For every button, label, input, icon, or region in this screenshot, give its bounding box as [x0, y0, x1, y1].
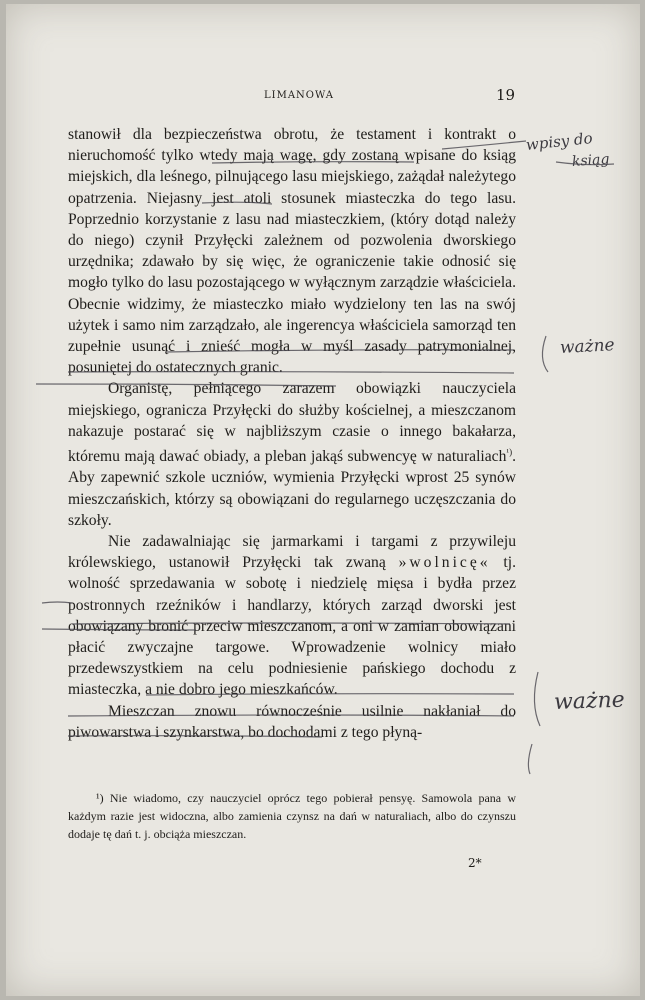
handwritten-note-top-2: ksiąg: [571, 151, 610, 170]
handwritten-note-bottom: ważne: [553, 687, 626, 715]
book-page: [6, 4, 640, 996]
signature-mark: 2*: [468, 856, 482, 870]
paragraph-4: Mieszczan znowu równocześnie usilnie nakłaniał do piwowarstwa i szynkarstwa, bo dochodami z tego płyną-: [68, 702, 516, 741]
body-text: [68, 124, 516, 743]
paragraph-2: [68, 378, 516, 531]
handwritten-note-top-1: wpisy do: [525, 129, 594, 154]
paragraph-1: stanowił dla bezpieczeństwa obrotu, że testament i kontrakt o nieruchomość tylko wtedy mają wagę, gdy zostaną wpisane do ksiąg miejskich, dla leśnego, pilnującego lasu miejskiego, zażądał należytego opatrzenia. Niejasny jest atoli stosunek miasteczka do tego lasu. Poprzednio korzystanie z lasu nad miasteczkiem, (który dotąd należy do niego) czynił Przyłęcki zależnem od pozwolenia dworskiego urzędnika; zdawało by się więc, że ograniczenie takie odnosić się mogło tylko do lasu pozostającego w wyłącznym zarządzie właściciela. Obecnie widzimy, że miasteczko miało wydzielony ten las na swój użytek i samo nim zarządzało, ale ingerencya właściciela samorząd ten zupełnie usunąć i znieść mogła w myśl zasady patrymonialnej, posuniętej do ostatecznych granic.: [68, 126, 516, 377]
handwritten-note-middle: ważne: [559, 335, 616, 358]
footnote: [68, 790, 516, 843]
paragraph-3: [68, 531, 516, 701]
paragraph-2-text: Organistę, pełniącego zarazem obowiązki nauczyciela miejskiego, ogranicza Przyłęcki do służby kościelnej, a mieszczanom nakazuje postarać się w najbliższym czasie o innego bakałarza, któremu mają dawać obiady, a pleban jakąś subwencyę w naturaliach: [68, 380, 516, 466]
paragraph-3-text: Nie zadawalniając się jarmarkami i targami z przywileju królewskiego, ustanowił Przyłęcki tak zwaną: [68, 533, 516, 572]
paragraph-3-tail: tj. wolność sprzedawania w sobotę i niedzielę mięsa i bydła przez postronnych rzeźników i handlarzy, których zarząd dworski jest obowiązany bronić przeciw mieszczanom, a oni w zamian obowiązani płacić zwyczajne targowe. Wprowadzenie wolnicy miało przedewszystkiem na celu podniesienie pańskiego dochodu z miasteczka, a nie dobro jego mieszkańców.: [68, 554, 516, 699]
page-number: 19: [496, 86, 516, 104]
spaced-term-wolnice: »wolnicę«: [398, 554, 491, 572]
footnote-reference: ¹): [506, 447, 513, 458]
paragraph-2-tail: . Aby zapewnić szkole uczniów, wymienia Przyłęcki wprost 25 synów mieszczańskich, którzy są obowiązani do regularnego uczęszczania do szkoły.: [68, 448, 516, 529]
running-title: LIMANOWA: [264, 90, 335, 101]
footnote-text: ¹) Nie wiadomo, czy nauczyciel oprócz tego pobierał pensyę. Samowola pana w każdym razie jest widoczna, albo zamienia czynsz na dań w naturaliach, albo do czynszu dodaje tę dań t. j. obciąża mieszczan.: [68, 791, 516, 841]
